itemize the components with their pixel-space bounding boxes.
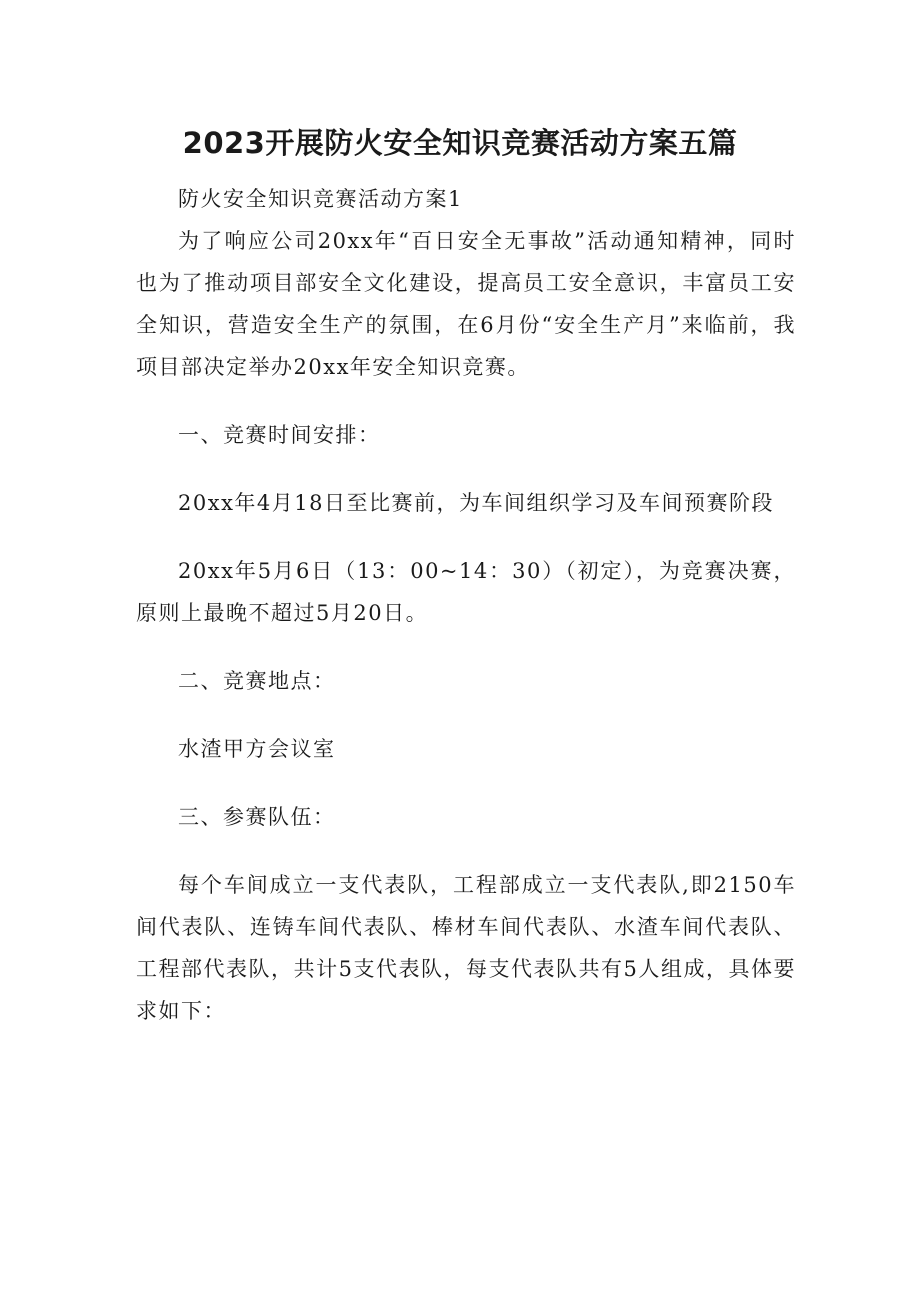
section-heading-venue: 二、竞赛地点： bbox=[178, 669, 336, 693]
document-title: 2023开展防火安全知识竞赛活动方案五篇 bbox=[182, 126, 738, 160]
intro-paragraph: 为了响应公司20xx年“百日安全无事故”活动通知精神，同时也为了推动项目部安全文化建设，提高员工安全意识，丰富员工安全知识，营造安全生产的氛围，在6月份“安全生产月”来临前，我项目部决定举办20xx年安全知识竞赛。 bbox=[136, 229, 796, 379]
schedule-paragraph-preliminary: 20xx年4月18日至比赛前，为车间组织学习及车间预赛阶段 bbox=[178, 491, 774, 515]
teams-paragraph: 每个车间成立一支代表队，工程部成立一支代表队,即2150车间代表队、连铸车间代表队、棒材车间代表队、水渣车间代表队、工程部代表队，共计5支代表队，每支代表队共有5人组成，具体要求如下： bbox=[136, 873, 796, 1023]
section-heading-plan-1: 防火安全知识竞赛活动方案1 bbox=[178, 187, 463, 211]
section-heading-schedule: 一、竞赛时间安排： bbox=[178, 423, 381, 447]
venue-paragraph: 水渣甲方会议室 bbox=[178, 737, 336, 761]
document-body bbox=[136, 178, 796, 1032]
section-heading-teams: 三、参赛队伍： bbox=[178, 805, 336, 829]
schedule-paragraph-final: 20xx年5月6日（13：00~14：30）（初定），为竞赛决赛，原则上最晚不超过5月20日。 bbox=[136, 559, 796, 625]
